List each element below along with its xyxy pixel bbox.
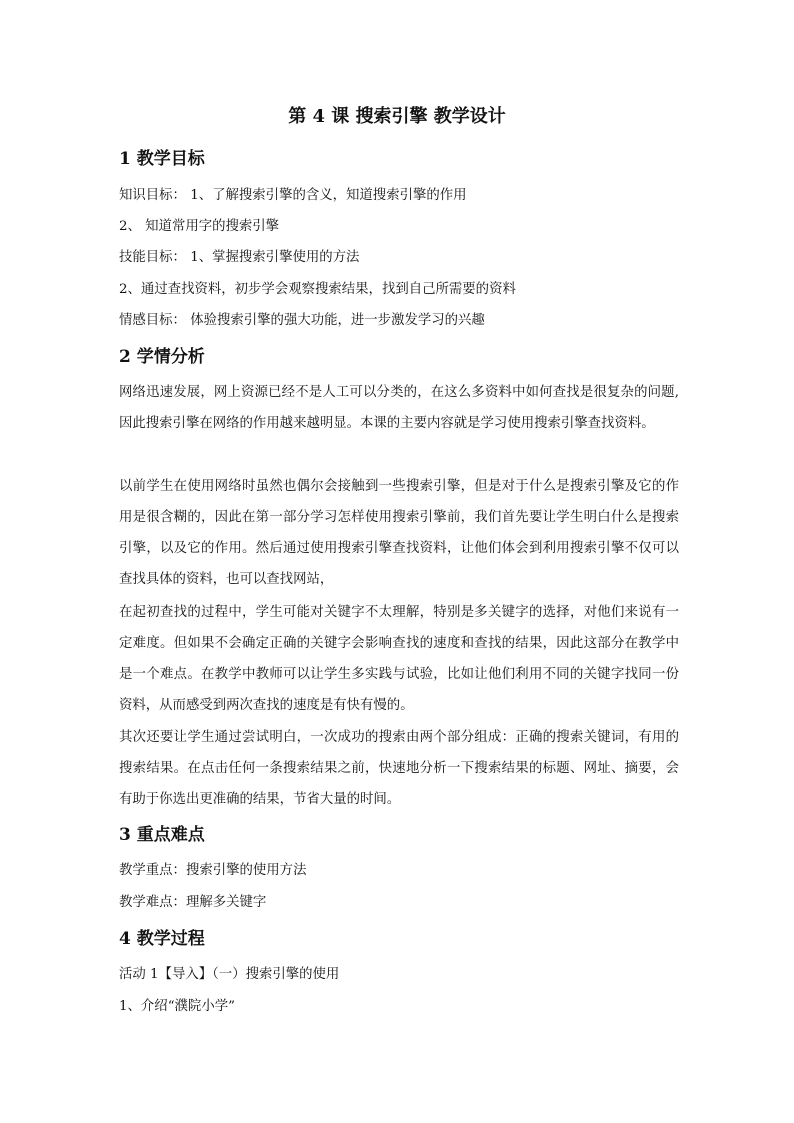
process-line: 1、介绍“濮院小学” (119, 999, 235, 1014)
key-point-line: 教学难点：理解多关键字 (119, 895, 267, 910)
analysis-paragraph: 网络迅速发展，网上资源已经不是人工可以分类的，在这么多资料中如何查找是很复杂的问题,因此搜索引擎在网络的作用越来越明显。本课的主要内容就是学习使用搜索引擎查找资料。 (119, 385, 679, 431)
objective-line: 2、 知道常用字的搜索引擎 (119, 219, 280, 234)
section-heading-key-points: 3 重点难点 (119, 825, 205, 845)
objective-line: 2、通过查找资料，初步学会观察搜索结果，找到自己所需要的资料 (119, 282, 516, 297)
analysis-paragraph: 以前学生在使用网络时虽然也偶尔会接触到一些搜索引擎，但是对于什么是搜索引擎及它的作用是很含糊的，因此在第一部分学习怎样使用搜索引擎前，我们首先要让学生明白什么是搜索引擎，以及它的作用。然后通过使用搜索引擎查找资料，让他们体会到利用搜索引擎不仅可以查找具体的资料，也可以查找网站， (119, 479, 679, 587)
analysis-paragraph: 其次还要让学生通过尝试明白，一次成功的搜索由两个部分组成：正确的搜索关键词，有用的搜索结果。在点击任何一条搜索结果之前，快速地分析一下搜索结果的标题、网址、摘要，会有助于你选出更准确的结果，节省大量的时间。 (119, 730, 679, 807)
objective-line: 情感目标： 体验搜索引擎的强大功能，进一步激发学习的兴趣 (119, 313, 485, 328)
section-heading-objectives: 1 教学目标 (119, 149, 205, 169)
key-point-line: 教学重点：搜索引擎的使用方法 (119, 863, 307, 878)
analysis-paragraph: 在起初查找的过程中，学生可能对关键字不太理解，特别是多关键字的选择，对他们来说有一定难度。但如果不会确定正确的关键字会影响查找的速度和查找的结果，因此这部分在教学中是一个难点。在教学中教师可以让学生多实践与试验，比如让他们利用不同的关键字找同一份资料，从而感受到两次查找的速度是有快有慢的。 (119, 605, 679, 713)
section-heading-analysis: 2 学情分析 (119, 347, 205, 367)
process-line: 活动 1【导入】（一）搜索引擎的使用 (119, 967, 340, 982)
section-heading-process: 4 教学过程 (119, 929, 205, 949)
objective-line: 知识目标： 1、了解搜索引擎的含义，知道搜索引擎的作用 (119, 188, 467, 203)
objective-line: 技能目标： 1、掌握搜索引擎使用的方法 (119, 250, 360, 265)
document-title: 第 4 课 搜索引擎 教学设计 (288, 106, 506, 127)
